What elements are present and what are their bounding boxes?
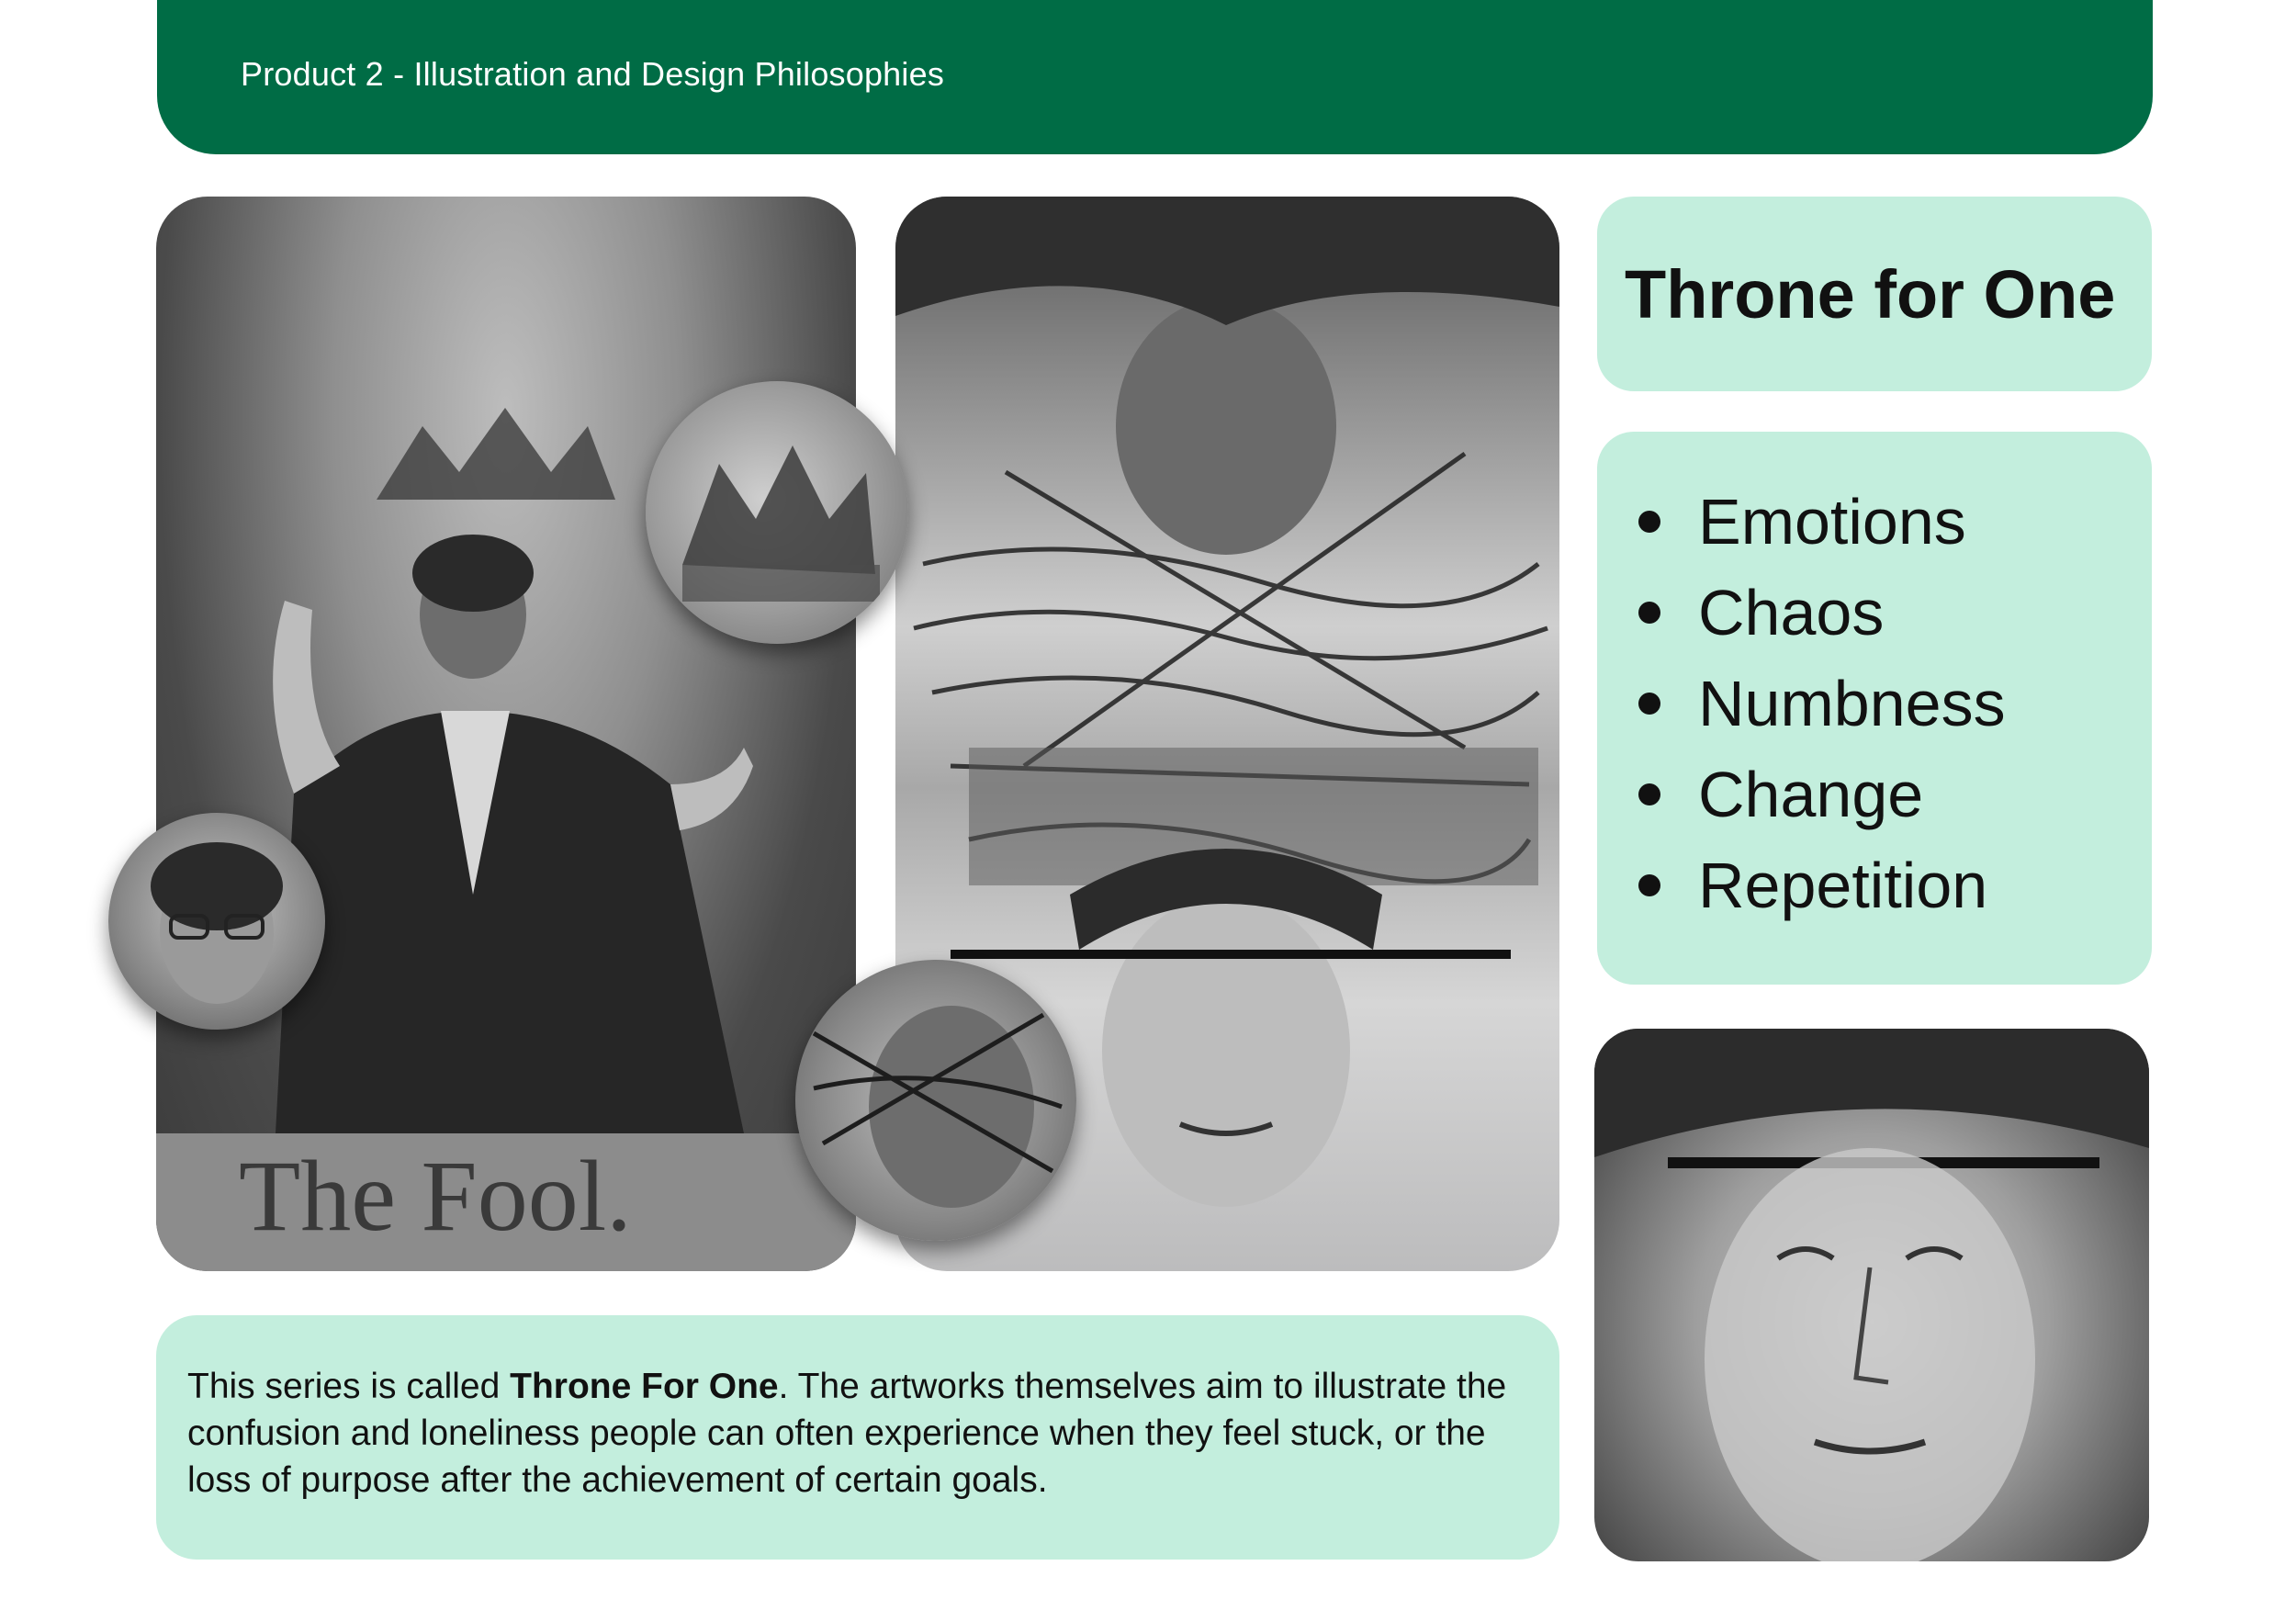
detail-crown-drawing: [646, 381, 908, 644]
bullet-icon: [1638, 602, 1660, 624]
artwork-the-fool-drawing: [156, 197, 856, 1271]
detail-portrait-drawing: [108, 813, 325, 1030]
description-text: [187, 1363, 1547, 1504]
detail-scribble-circle: [795, 960, 1076, 1241]
detail-crown-circle: [646, 381, 908, 644]
theme-item: [1638, 476, 2006, 567]
detail-portrait-circle: [108, 813, 325, 1030]
theme-label: Emotions: [1698, 485, 1966, 558]
theme-item: [1638, 567, 2006, 658]
series-title: Throne for One: [1625, 256, 2116, 332]
theme-label: Repetition: [1698, 849, 1988, 921]
theme-label: Chaos: [1698, 576, 1885, 648]
description-card: [156, 1315, 1559, 1560]
bullet-icon: [1638, 874, 1660, 896]
artwork-face-detail: [1594, 1029, 2149, 1561]
theme-label: Numbness: [1698, 667, 2006, 739]
bullet-icon: [1638, 511, 1660, 533]
detail-scribble-drawing: [795, 960, 1076, 1241]
header-title: Product 2 - Illustration and Design Philosophies: [241, 55, 945, 93]
theme-label: Change: [1698, 758, 1924, 830]
artwork-the-fool: [156, 197, 856, 1271]
svg-text:The Fool.: The Fool.: [239, 1140, 632, 1252]
bullet-icon: [1638, 693, 1660, 715]
description-part2: . The artworks themselves aim to illustrate the confusion and loneliness people can often experience when they feel stuck, or the loss of purpose after the achievement of certain goals.: [187, 1367, 1507, 1500]
description-part1: This series is called: [187, 1367, 511, 1406]
theme-item: [1638, 839, 2006, 930]
artwork-face-detail-drawing: [1594, 1029, 2149, 1561]
themes-card: [1597, 432, 2152, 985]
theme-item: [1638, 658, 2006, 749]
title-card: [1597, 197, 2152, 391]
header-bar: [157, 0, 2153, 154]
theme-item: [1638, 749, 2006, 839]
bullet-icon: [1638, 783, 1660, 805]
themes-list: [1638, 476, 2006, 930]
description-bold-title: Throne For One: [510, 1367, 779, 1406]
